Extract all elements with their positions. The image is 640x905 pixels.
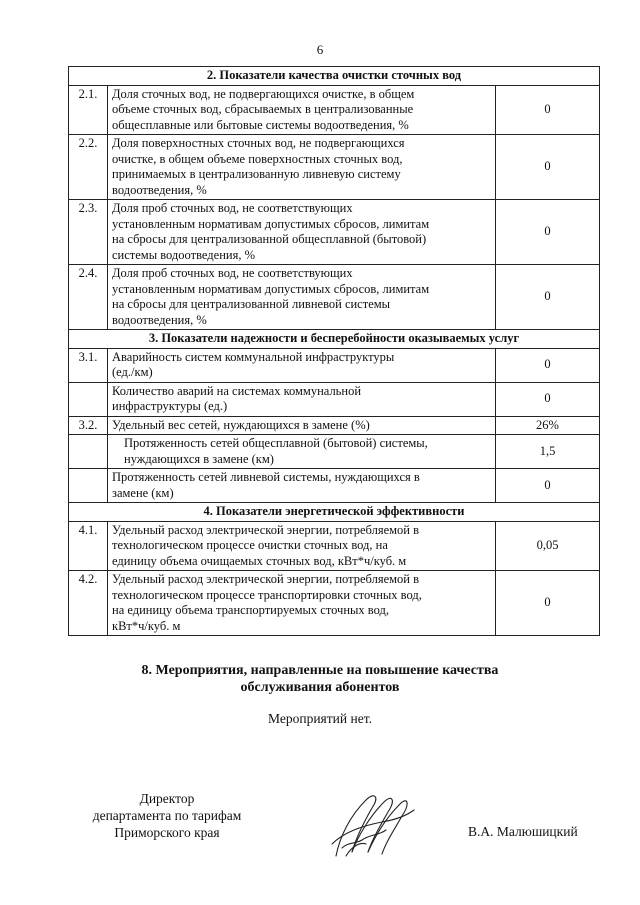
indicator-name-line: Удельный расход электрической энергии, потребляемой в [112, 572, 420, 586]
indicator-name-line: кВт*ч/куб. м [112, 618, 181, 633]
indicator-name-line: общесплавные или бытовые системы водоотведения, % [112, 117, 409, 132]
section-header-row [69, 67, 600, 86]
indicator-name [108, 382, 496, 416]
indicator-value: 0 [496, 348, 600, 382]
indicator-name-line: технологическом процессе очистки сточных вод, на [112, 538, 388, 552]
indicator-value: 0 [496, 469, 600, 503]
handwritten-signature [322, 786, 422, 866]
section-title: 3. Показатели надежности и бесперебойности оказываемых услуг [69, 330, 600, 349]
indicator-value: 26% [496, 416, 600, 435]
page-number: 6 [316, 42, 324, 57]
section-header-row [69, 330, 600, 349]
row-number: 4.2. [69, 571, 108, 636]
indicator-name-line: на сбросы для централизованной общесплавной (бытовой) [112, 232, 427, 246]
indicator-name-line: Аварийность систем коммунальной инфраструктуры [112, 349, 395, 364]
indicator-value: 0 [496, 85, 600, 135]
table-row [69, 469, 600, 503]
table-row [69, 200, 600, 265]
signatory-line2: департамента по тарифам [92, 808, 242, 823]
indicator-name-line: единицу объема очищаемых сточных вод, кВт*ч/куб. м [112, 553, 407, 568]
indicator-name-line: Доля поверхностных сточных вод, не подвергающихся [112, 136, 405, 150]
section-8-text: Мероприятий нет. [268, 711, 372, 726]
table-row [69, 382, 600, 416]
indicator-name-line: водоотведения, % [112, 182, 207, 197]
indicator-name-line: на сбросы для централизованной ливневой системы [112, 297, 391, 311]
table-row [69, 85, 600, 135]
section-header-row [69, 503, 600, 522]
indicator-value: 0 [496, 382, 600, 416]
indicator-name-line: Количество аварий на системах коммунальной [112, 383, 362, 398]
table-row [69, 416, 600, 435]
signatory-line3: Приморского края [114, 825, 220, 840]
indicator-name-line: установленным нормативам допустимых сбросов, лимитам [112, 216, 430, 231]
section-8-heading-line1: 8. Мероприятия, направленные на повышение качества [141, 663, 499, 678]
indicator-name-line: Протяженность сетей ливневой системы, нуждающихся в [112, 470, 420, 484]
indicator-name-line: технологическом процессе транспортировки сточных вод, [112, 587, 422, 602]
indicator-name-line: Доля сточных вод, не подвергающихся очистке, в общем [112, 86, 415, 101]
table-row [69, 571, 600, 636]
table-row [69, 135, 600, 200]
indicator-value: 0 [496, 571, 600, 636]
indicator-name-line: Доля проб сточных вод, не соответствующих [112, 201, 353, 215]
table-row [69, 521, 600, 571]
indicators-table [68, 66, 600, 636]
indicator-value: 0 [496, 265, 600, 330]
indicator-name-line: системы водоотведения, % [112, 247, 256, 262]
table-row [69, 435, 600, 469]
signatory-name: В.А. Малюшицкий [468, 824, 578, 839]
row-number: 2.2. [69, 135, 108, 200]
indicator-value: 0 [496, 135, 600, 200]
indicator-name-line: Удельный вес сетей, нуждающихся в замене (%) [112, 417, 370, 432]
indicator-name-line: Доля проб сточных вод, не соответствующих [112, 266, 353, 280]
indicator-name-line: Протяженность сетей общесплавной (бытовой) системы, [124, 436, 428, 450]
indicator-name-line: установленным нормативам допустимых сбросов, лимитам [112, 281, 430, 296]
indicator-name [108, 571, 496, 636]
section-title: 2. Показатели качества очистки сточных вод [69, 67, 600, 86]
section-title: 4. Показатели энергетической эффективности [69, 503, 600, 522]
row-number: 2.1. [69, 85, 108, 135]
indicator-name [108, 469, 496, 503]
indicator-name [108, 416, 496, 435]
indicator-name-line: очистке, в общем объеме поверхностных сточных вод, [112, 151, 403, 166]
indicator-name-line: (ед./км) [112, 365, 153, 379]
indicator-name-line: нуждающихся в замене (км) [124, 451, 274, 466]
indicator-name-line: на единицу объема транспортируемых сточных вод, [112, 603, 389, 617]
indicator-name [108, 265, 496, 330]
indicator-name-line: объеме сточных вод, сбрасываемых в централизованные [112, 102, 414, 116]
indicator-value: 0 [496, 200, 600, 265]
indicator-value: 1,5 [496, 435, 600, 469]
indicator-name-line: замене (км) [112, 485, 174, 500]
indicator-name [108, 85, 496, 135]
row-number: 2.4. [69, 265, 108, 330]
indicator-name [108, 521, 496, 571]
indicator-name-line: водоотведения, % [112, 312, 207, 327]
indicator-name-line: принимаемых в централизованную ливневую систему [112, 167, 401, 181]
indicator-name-line: инфраструктуры (ед.) [112, 399, 228, 413]
table-row [69, 348, 600, 382]
row-number: 3.1. [69, 348, 108, 382]
row-number [69, 382, 108, 416]
table-row [69, 265, 600, 330]
row-number: 4.1. [69, 521, 108, 571]
indicator-name-line: Удельный расход электрической энергии, потребляемой в [112, 522, 420, 537]
indicator-value: 0,05 [496, 521, 600, 571]
row-number [69, 469, 108, 503]
signatory-position [52, 790, 282, 841]
indicator-name [108, 135, 496, 200]
indicator-name [108, 435, 496, 469]
section-8-heading-line2: обслуживания абонентов [240, 680, 400, 695]
row-number: 2.3. [69, 200, 108, 265]
row-number: 3.2. [69, 416, 108, 435]
indicator-name [108, 200, 496, 265]
row-number [69, 435, 108, 469]
signatory-line1: Директор [139, 791, 195, 806]
indicator-name [108, 348, 496, 382]
section-8-heading [60, 662, 580, 696]
